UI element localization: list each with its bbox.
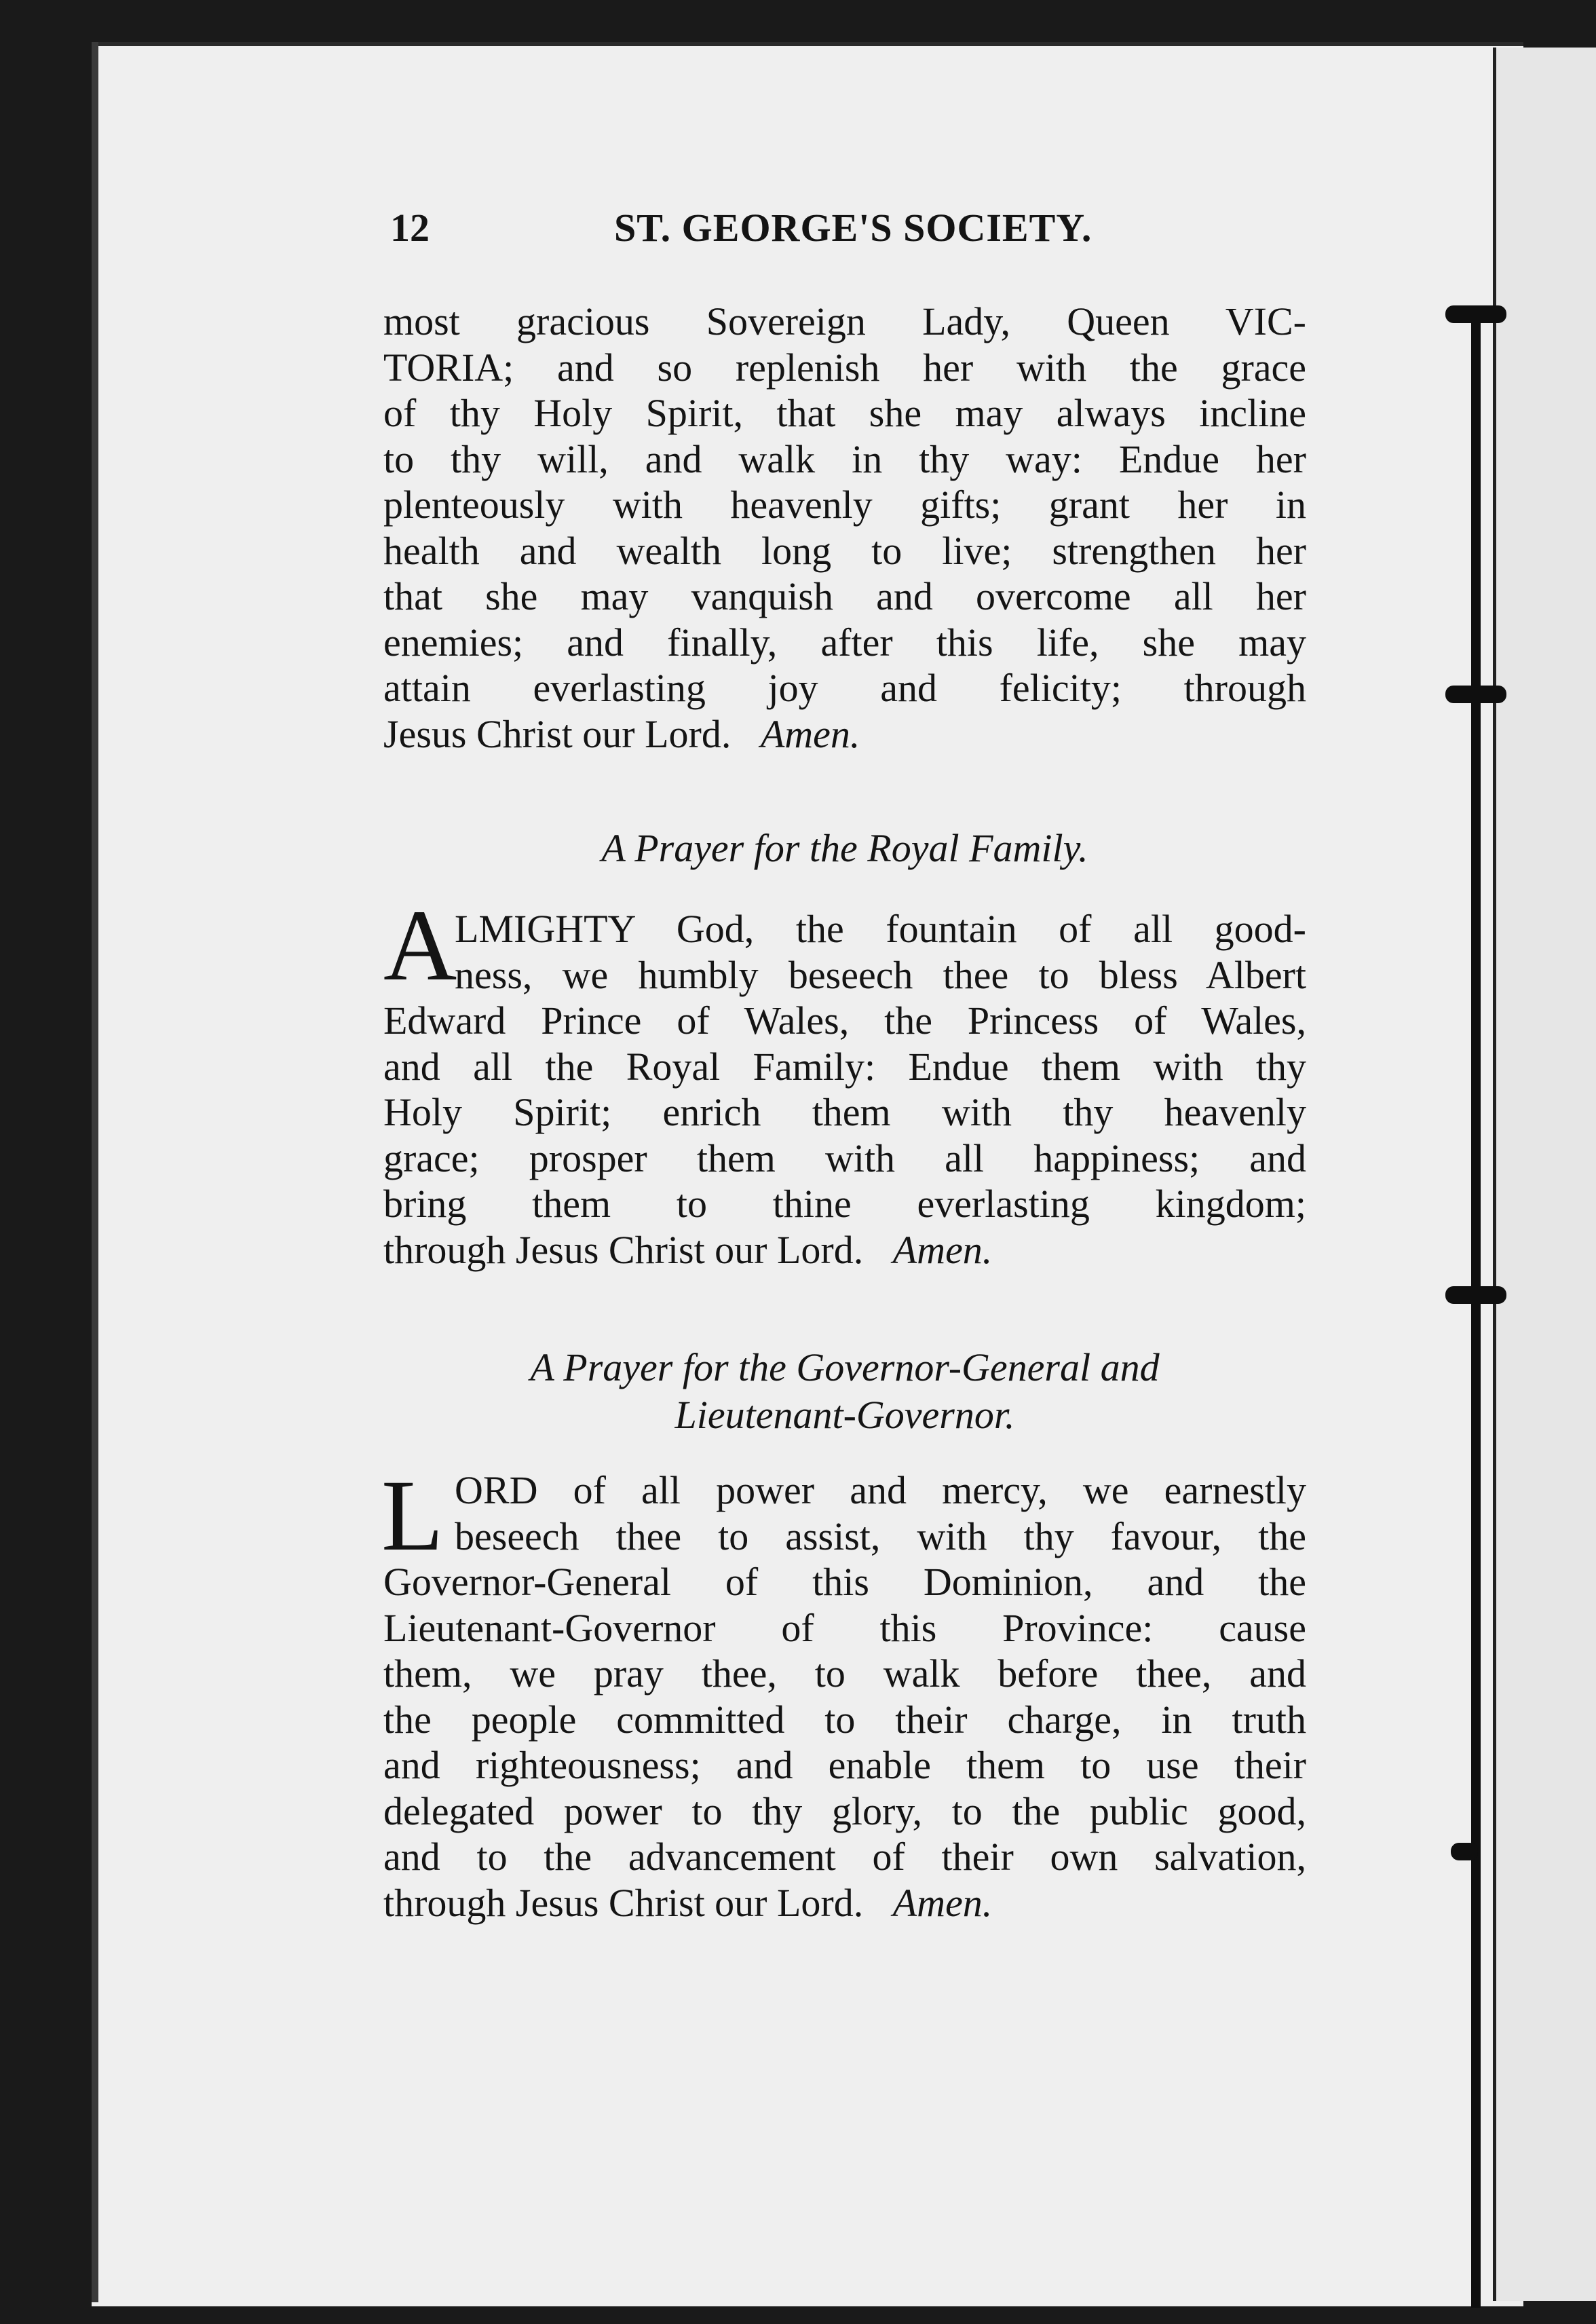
text-line xyxy=(383,1880,1306,1926)
section-heading: A Prayer for the Governor-General and xyxy=(530,1345,1160,1389)
binding-stitch xyxy=(1445,305,1506,323)
text-line: Governor-General of this Dominion, and the xyxy=(383,1560,1306,1604)
amen-text: Amen. xyxy=(892,1880,993,1925)
text-line: beseech thee to assist, with thy favour, the xyxy=(455,1514,1306,1558)
section-heading: Lieutenant-Governor. xyxy=(674,1393,1015,1437)
page-number: 12 xyxy=(390,206,430,250)
section-heading: A Prayer for the Royal Family. xyxy=(601,826,1088,870)
text-line: to thy will, and walk in thy way: Endue her xyxy=(383,436,1306,481)
running-head: ST. GEORGE'S SOCIETY. xyxy=(614,206,1092,250)
text-line: attain everlasting joy and felicity; through xyxy=(383,666,1306,710)
amen-text: Amen. xyxy=(760,711,860,756)
text-line: enemies; and finally, after this life, she may xyxy=(383,620,1306,664)
facing-page-edge xyxy=(1493,48,1596,2301)
text-line: ness, we humbly beseech thee to bless Albert xyxy=(455,952,1306,997)
binding-stitch xyxy=(1445,1286,1506,1304)
text-segment: Jesus Christ our Lord. xyxy=(383,711,732,756)
binding-thread xyxy=(1471,305,1481,2308)
page-shadow-edge xyxy=(92,42,98,2302)
text-line: LMIGHTY God, the fountain of all good- xyxy=(455,907,1306,951)
text-line: and to the advancement of their own salvation, xyxy=(383,1835,1306,1879)
prayer-queen-text xyxy=(383,299,1306,757)
text-line: Holy Spirit; enrich them with thy heavenly xyxy=(383,1090,1306,1134)
text-line: delegated power to thy glory, to the public good, xyxy=(383,1788,1306,1833)
amen-text: Amen. xyxy=(892,1227,993,1272)
text-line xyxy=(383,1227,1306,1273)
text-segment: through Jesus Christ our Lord. xyxy=(383,1227,864,1272)
text-segment: through Jesus Christ our Lord. xyxy=(383,1880,864,1925)
text-line: health and wealth long to live; strengthen her xyxy=(383,528,1306,573)
text-line: and righteousness; and enable them to use their xyxy=(383,1743,1306,1787)
text-line: grace; prosper them with all happiness; and xyxy=(383,1136,1306,1180)
text-line: of thy Holy Spirit, that she may always incline xyxy=(383,391,1306,435)
prayer-royal-family-text xyxy=(383,906,1306,1273)
prayer-governor-text xyxy=(381,1459,1306,1926)
text-line: plenteously with heavenly gifts; grant her in xyxy=(383,483,1306,527)
text-line: Edward Prince of Wales, the Princess of Wales, xyxy=(383,998,1306,1043)
text-line xyxy=(383,711,1306,757)
text-line: most gracious Sovereign Lady, Queen VIC- xyxy=(383,299,1306,343)
binding-stitch xyxy=(1451,1843,1478,1860)
text-line: them, we pray thee, to walk before thee, and xyxy=(383,1651,1306,1695)
text-line: the people committed to their charge, in truth xyxy=(383,1697,1306,1742)
binding-stitch xyxy=(1445,686,1506,703)
text-line: Lieutenant-Governor of this Province: cause xyxy=(383,1605,1306,1650)
drop-cap: L xyxy=(381,1459,444,1572)
drop-cap: A xyxy=(383,889,457,1002)
text-line: ORD of all power and mercy, we earnestly xyxy=(455,1468,1306,1512)
text-line: that she may vanquish and overcome all her xyxy=(383,574,1306,618)
text-line: bring them to thine everlasting kingdom; xyxy=(383,1182,1306,1226)
text-line: and all the Royal Family: Endue them with thy xyxy=(383,1044,1306,1089)
text-line: TORIA; and so replenish her with the grace xyxy=(383,345,1306,390)
